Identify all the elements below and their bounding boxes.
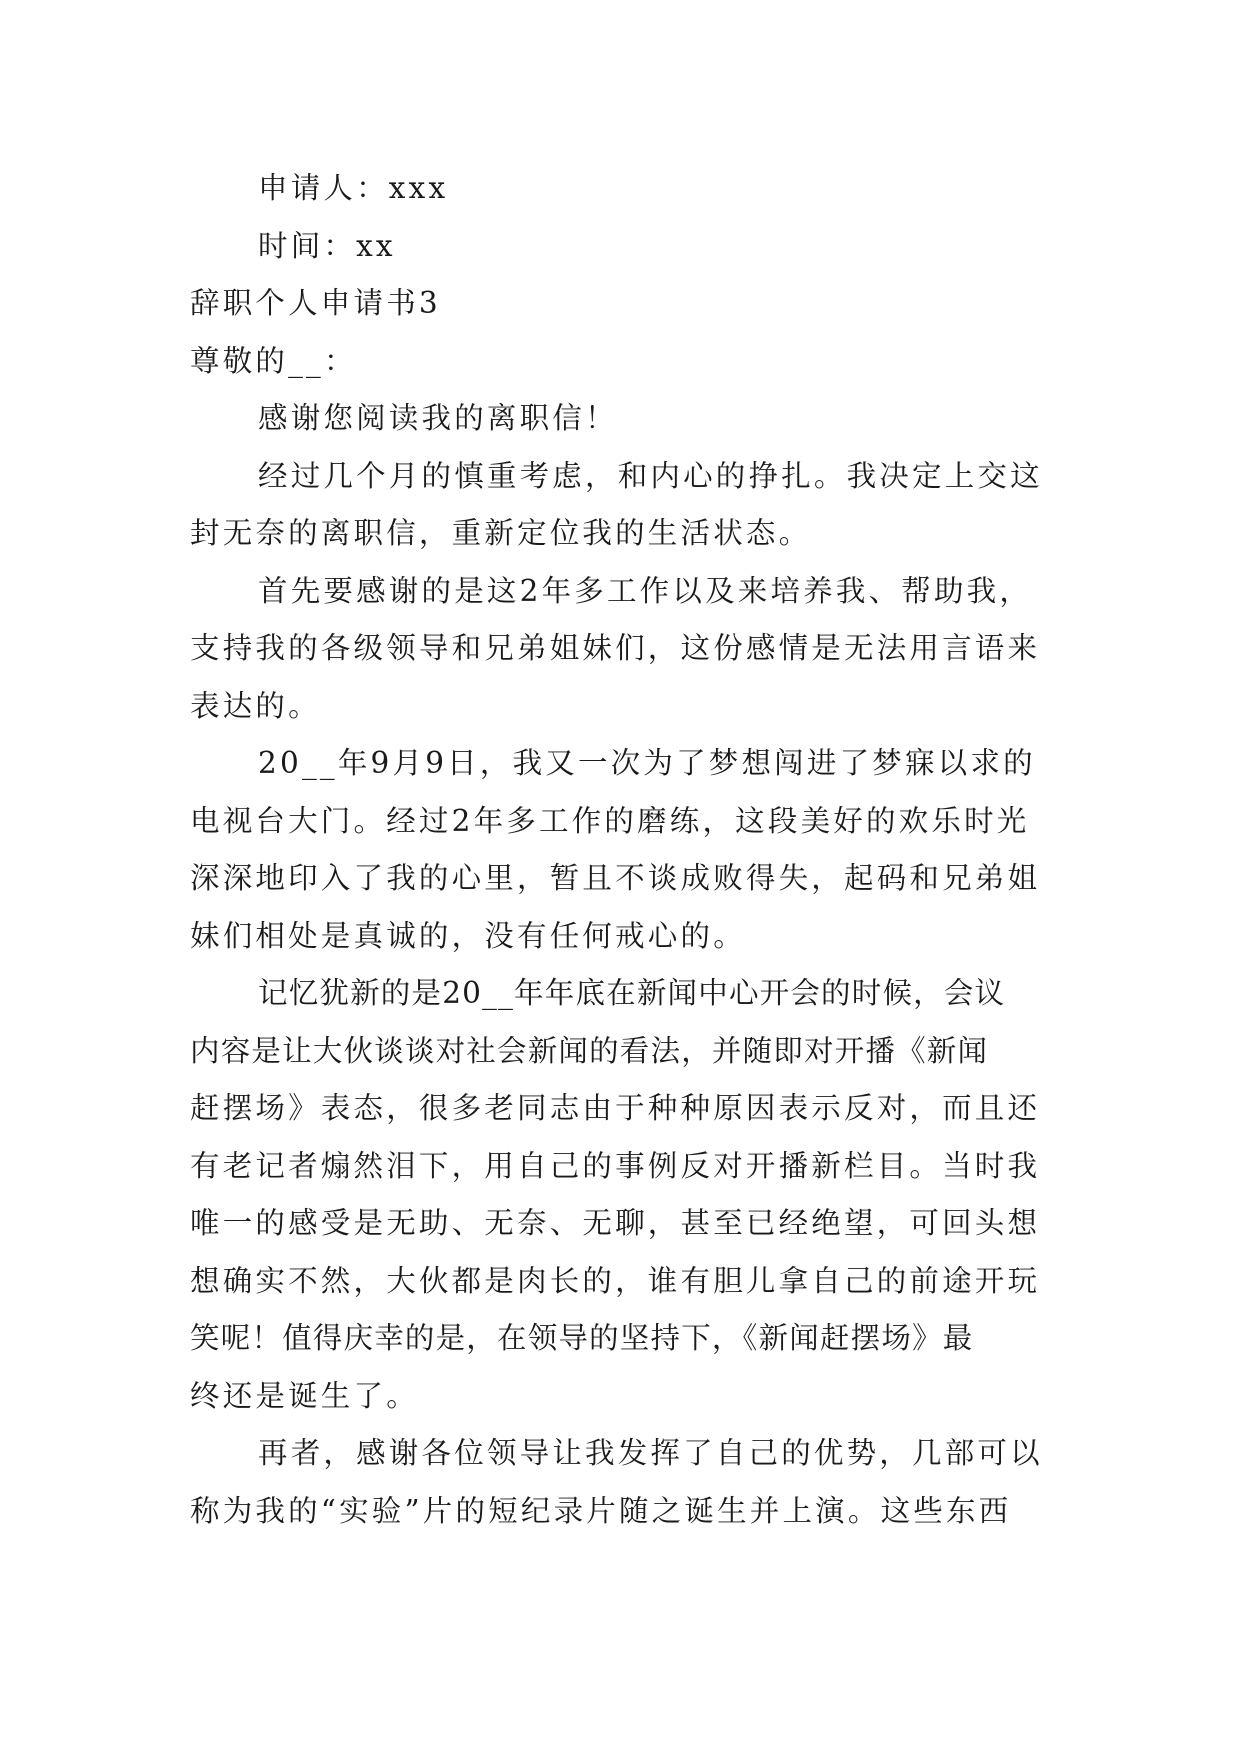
body-line: 封无奈的离职信，重新定位我的生活状态。 xyxy=(190,516,812,550)
letter-title: 辞职个人申请书3 xyxy=(190,286,441,320)
body-line: 赶摆场》表态，很多老同志由于种种原因表示反对，而且还 xyxy=(190,1091,1041,1125)
body-line: 经过几个月的慎重考虑，和内心的挣扎。我决定上交这 xyxy=(258,459,1043,493)
body-line: 想确实不然，大伙都是肉长的，谁有胆儿拿自己的前途开玩 xyxy=(190,1264,1041,1298)
body-line: 电视台大门。经过2年多工作的磨练，这段美好的欢乐时光 xyxy=(190,804,1030,838)
body-line: 深深地印入了我的心里，暂且不谈成败得失，起码和兄弟姐 xyxy=(190,861,1041,895)
body-line: 笑呢！值得庆幸的是，在领导的坚持下，《新闻赶摆场》最 xyxy=(190,1321,974,1355)
body-line: 有老记者煽然泪下，用自己的事例反对开播新栏目。当时我 xyxy=(190,1149,1041,1183)
body-line: 支持我的各级领导和兄弟姐妹们，这份感情是无法用言语来 xyxy=(190,631,1041,665)
body-line: 终还是诞生了。 xyxy=(190,1379,419,1413)
body-line: 感谢您阅读我的离职信！ xyxy=(258,401,618,435)
time-line: 时间：xx xyxy=(258,229,396,263)
body-line: 记忆犹新的是20__年年底在新闻中心开会的时候，会议 xyxy=(258,976,1006,1010)
salutation: 尊敬的__： xyxy=(190,344,357,378)
body-line: 称为我的“实验”片的短纪录片随之诞生并上演。这些东西 xyxy=(190,1494,1012,1528)
body-line: 妹们相处是真诚的，没有任何戒心的。 xyxy=(190,919,746,953)
body-line: 表达的。 xyxy=(190,689,321,723)
body-line: 内容是让大伙谈谈对社会新闻的看法，并随即对开播《新闻 xyxy=(190,1034,989,1068)
applicant-line: 申请人：xxx xyxy=(258,171,449,205)
body-line: 再者，感谢各位领导让我发挥了自己的优势，几部可以 xyxy=(258,1436,1043,1470)
body-line: 首先要感谢的是这2年多工作以及来培养我、帮助我， xyxy=(258,574,1033,608)
body-line: 20__年9月9日，我又一次为了梦想闯进了梦寐以求的 xyxy=(258,746,1036,780)
body-line: 唯一的感受是无助、无奈、无聊，甚至已经绝望，可回头想 xyxy=(190,1206,1041,1240)
